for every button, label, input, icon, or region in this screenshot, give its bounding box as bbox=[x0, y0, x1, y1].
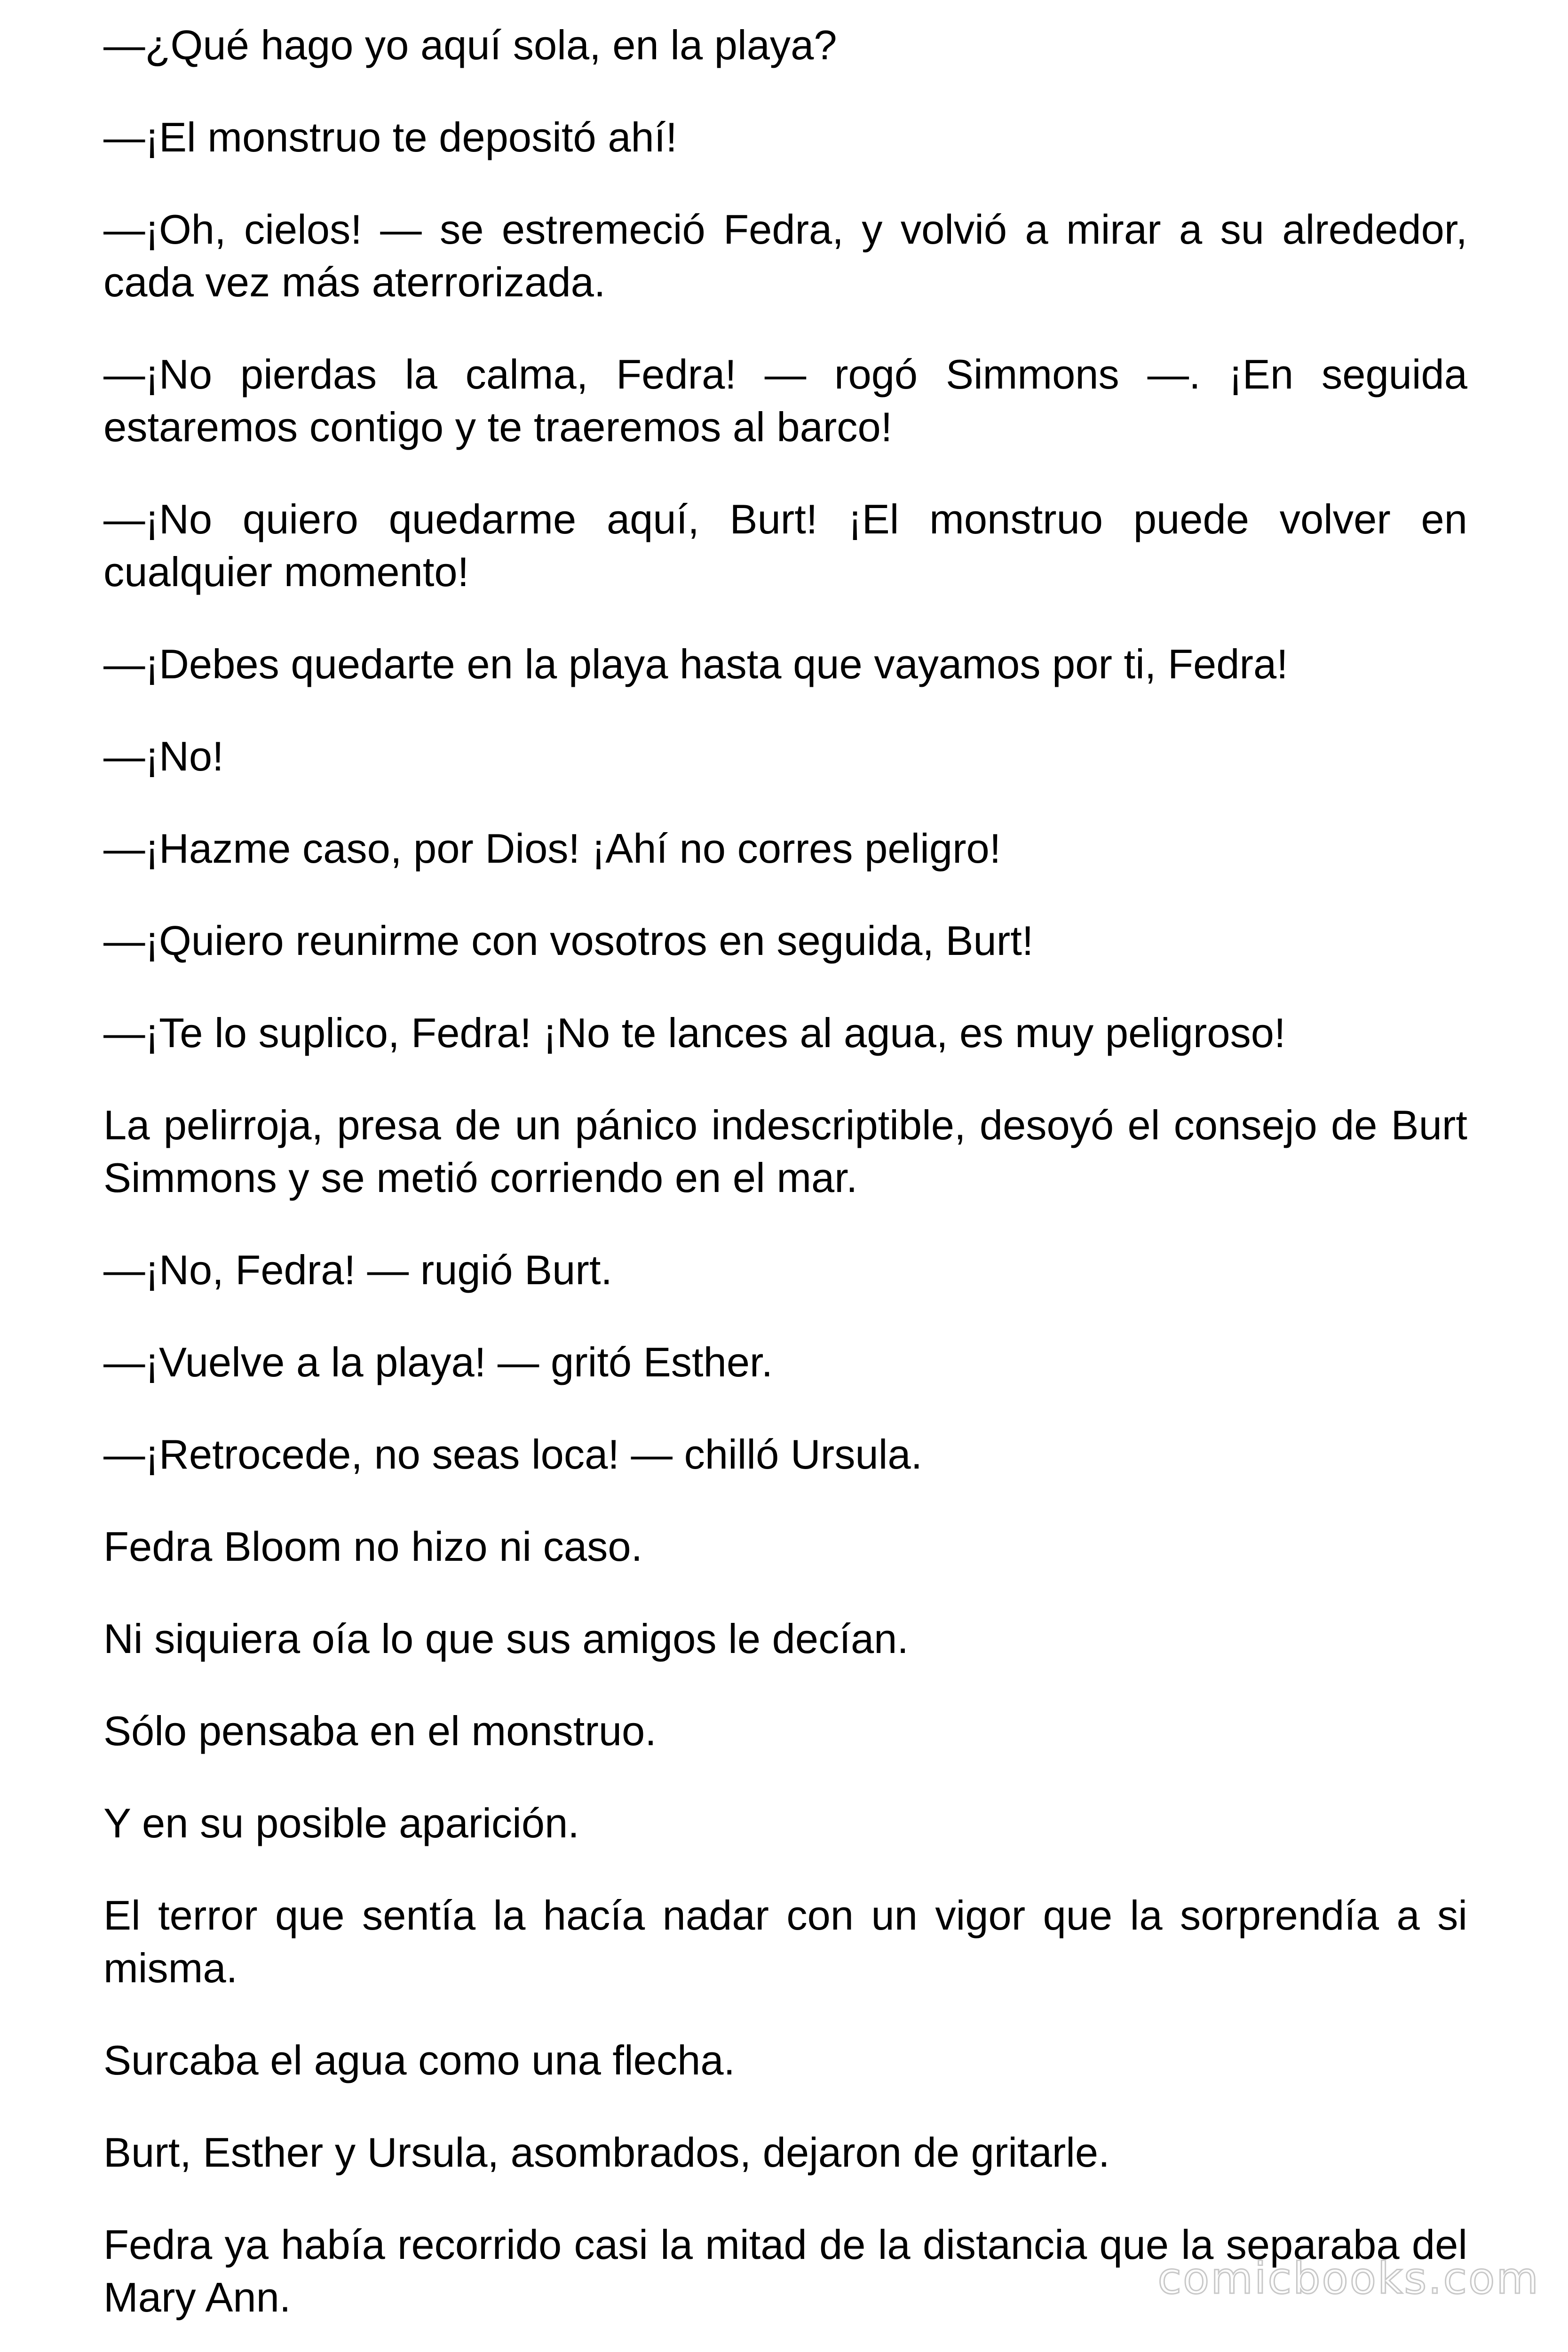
paragraph-18: Y en su posible aparición. bbox=[103, 1800, 579, 1846]
paragraph-4: —¡No pierdas la calma, Fedra! — rogó Simmons —. ¡En seguida estaremos contigo y te traeremos al barco! bbox=[103, 351, 1467, 450]
paragraph-19: El terror que sentía la hacía nadar con un vigor que la sorprendía a si misma. bbox=[103, 1892, 1467, 1991]
paragraph-13: —¡Vuelve a la playa! — gritó Esther. bbox=[103, 1339, 773, 1385]
paragraph-16: Ni siquiera oía lo que sus amigos le decían. bbox=[103, 1615, 909, 1662]
paragraph-2: —¡El monstruo te depositó ahí! bbox=[103, 114, 677, 160]
paragraph-20: Surcaba el agua como una flecha. bbox=[103, 2037, 736, 2083]
paragraph-12: —¡No, Fedra! — rugió Burt. bbox=[103, 1247, 613, 1293]
paragraph-9: —¡Quiero reunirme con vosotros en seguida, Burt! bbox=[103, 917, 1034, 964]
paragraph-15: Fedra Bloom no hizo ni caso. bbox=[103, 1523, 643, 1570]
paragraph-22: Fedra ya había recorrido casi la mitad de la distancia que la separaba del Mary Ann. bbox=[103, 2221, 1467, 2320]
paragraph-3: —¡Oh, cielos! — se estremeció Fedra, y volvió a mirar a su alrededor, cada vez más aterrorizada. bbox=[103, 206, 1467, 305]
document-page bbox=[103, 19, 1467, 2352]
paragraph-14: —¡Retrocede, no seas loca! — chilló Ursula. bbox=[103, 1431, 923, 1478]
paragraph-6: —¡Debes quedarte en la playa hasta que vayamos por ti, Fedra! bbox=[103, 641, 1288, 687]
paragraph-21: Burt, Esther y Ursula, asombrados, dejaron de gritarle. bbox=[103, 2129, 1110, 2176]
paragraph-8: —¡Hazme caso, por Dios! ¡Ahí no corres peligro! bbox=[103, 825, 1001, 872]
paragraph-5: —¡No quiero quedarme aquí, Burt! ¡El monstruo puede volver en cualquier momento! bbox=[103, 496, 1467, 595]
paragraph-11: La pelirroja, presa de un pánico indescriptible, desoyó el consejo de Burt Simmons y se metió corriendo en el mar. bbox=[103, 1102, 1467, 1201]
paragraph-7: —¡No! bbox=[103, 733, 224, 779]
paragraph-1: —¿Qué hago yo aquí sola, en la playa? bbox=[103, 22, 837, 68]
paragraph-10: —¡Te lo suplico, Fedra! ¡No te lances al agua, es muy peligroso! bbox=[103, 1009, 1286, 1056]
paragraph-17: Sólo pensaba en el monstruo. bbox=[103, 1708, 657, 1754]
watermark: comicbooks.com bbox=[1157, 2253, 1540, 2304]
